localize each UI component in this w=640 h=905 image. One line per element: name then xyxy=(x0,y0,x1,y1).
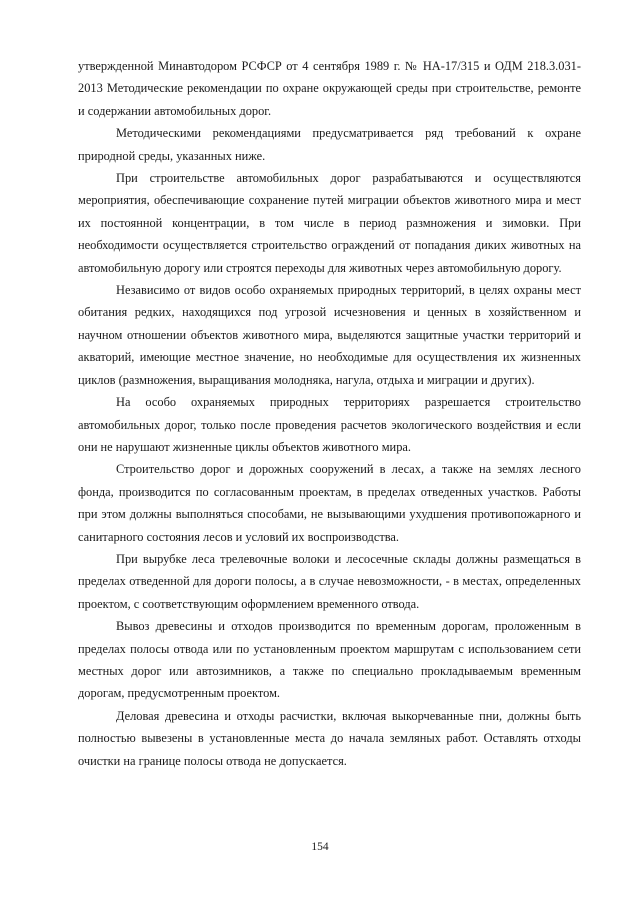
paragraph: Независимо от видов особо охраняемых природных территорий, в целях охраны мест обитания редких, находящихся под угрозой исчезновения и ценных в хозяйственном и научном отношении объектов животного мира, выделяются защитные участки территорий и акваторий, имеющие местное значение, но необходимые для осуществления их жизненных циклов (размножения, выращивания молодняка, нагула, отдыха и миграции и других). xyxy=(78,283,581,387)
paragraph: При вырубке леса трелевочные волоки и лесосечные склады должны размещаться в пределах отведенной для дороги полосы, а в случае невозможности, - в местах, определенных проектом, с соответствующим оформлением временного отвода. xyxy=(78,551,581,611)
document-body xyxy=(78,55,581,772)
paragraph: Деловая древесина и отходы расчистки, включая выкорчеванные пни, должны быть полностью вывезены в установленные места до начала земляных работ. Оставлять отходы очистки на границе полосы отвода не допускается. xyxy=(78,708,581,768)
paragraph: При строительстве автомобильных дорог разрабатываются и осуществляются мероприятия, обеспечивающие сохранение путей миграции объектов животного мира и мест их постоянной концентрации, в том числе в период размножения и зимовки. При необходимости осуществляется строительство ограждений от попадания диких животных на автомобильную дорогу или строятся переходы для животных через автомобильную дорогу. xyxy=(78,171,581,275)
paragraph: Методическими рекомендациями предусматривается ряд требований к охране природной среды, указанных ниже. xyxy=(78,126,581,163)
paragraph: Вывоз древесины и отходов производится по временным дорогам, проложенным в пределах полосы отвода или по установленным проектом маршрутам с использованием сети местных дорог или автозимников, а также по специально прокладываемым временным дорогам, предусмотренным проектом. xyxy=(78,619,581,701)
page-number: 154 xyxy=(311,841,329,853)
paragraph: Строительство дорог и дорожных сооружений в лесах, а также на землях лесного фонда, производится по согласованным проектам, в пределах отведенных участков. Работы при этом должны выполняться способами, не вызывающими ухудшения противопожарного и санитарного состояния лесов и условий их воспроизводства. xyxy=(78,462,581,544)
paragraph-continuation: утвержденной Минавтодором РСФСР от 4 сентября 1989 г. № НА-17/315 и ОДМ 218.3.031-2013 Методические рекомендации по охране окружающей среды при строительстве, ремонте и содержании автомобильных дорог. xyxy=(78,59,581,118)
paragraph: На особо охраняемых природных территориях разрешается строительство автомобильных дорог, только после проведения расчетов экологического воздействия и если они не нарушают жизненные циклы объектов животного мира. xyxy=(78,395,581,454)
